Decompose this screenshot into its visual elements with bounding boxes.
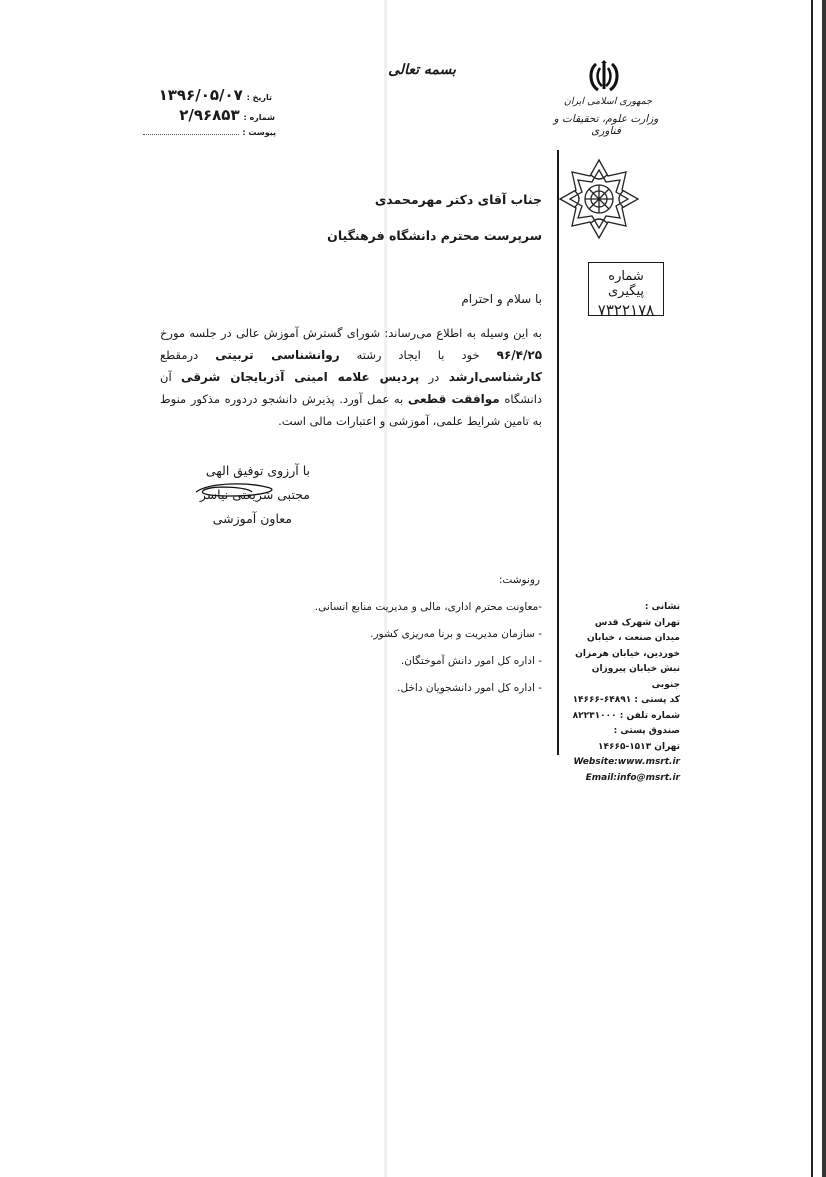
letterhead-country: جمهوری اسلامی ایران (563, 96, 653, 107)
cc-item-4: - اداره کل امور دانشجویان داخل. (397, 682, 542, 694)
address-line-2: میدان صنعت ، خیابان (587, 633, 680, 643)
number-label: شماره : (243, 113, 275, 122)
attachment-row (144, 124, 276, 138)
field-of-study: روانشناسی تربیتی (215, 348, 340, 362)
cc-item-3: - اداره کل امور دانش آموختگان. (400, 655, 542, 667)
date-row (152, 86, 272, 104)
body-text-3: درمقطع (160, 348, 199, 362)
ornament-icon (558, 158, 640, 240)
body-text-1: به این وسیله به اطلاع می‌رساند: شورای گسترش آموزش عالی در جلسه مورخ (160, 326, 542, 340)
cc-title: رونوشت: (498, 574, 540, 586)
address-line-1: تهران شهرک قدس (594, 617, 680, 628)
body-text-6: به عمل آورد. پذیرش دانشجو دردوره مذکور منوط به تامین شرایط علمی، آموزشی و اعتبارات مالی است. (160, 392, 542, 428)
attachment-blank (143, 128, 239, 135)
email-link[interactable]: Email:info@msrt.ir (585, 772, 680, 783)
po-box: تهران ۱۵۱۳-۱۴۶۶۵ (597, 741, 680, 752)
cc-item-2: - سازمان مدیریت و برنا مه‌ریزی کشور. (370, 628, 542, 640)
date-value: ۱۳۹۶/۰۵/۰۷ (158, 86, 243, 104)
signatory-name: مجتبی شریعتی نیاسر (199, 487, 310, 502)
number-value: ۲/۹۶۸۵۳ (179, 106, 240, 124)
signatory-title: معاون آموزشی (212, 511, 292, 526)
date-label: تاریخ : (246, 93, 272, 102)
address-line-4: نبش خیابان پیروزان جنوبی (591, 664, 680, 690)
letterhead-divider (557, 150, 559, 755)
number-row (150, 106, 275, 124)
signature-closing: با آرزوی توفیق الهی (205, 463, 310, 478)
campus-name: پردیس علامه امینی آذربایجان شرقی (181, 370, 420, 384)
cc-item-1: -معاونت محترم اداری، مالی و مدیریت منابع انسانی. (314, 601, 542, 613)
body-text-4: در (428, 370, 440, 384)
recipient-name: جناب آقای دکتر مهرمحمدی (374, 192, 542, 207)
letterhead-ministry: وزارت علوم، تحقیقات و فناوری (553, 113, 659, 137)
degree-level: کارشناسی‌ارشد (448, 370, 542, 384)
meeting-date: ۹۶/۴/۲۵ (496, 348, 543, 362)
tracking-number-box (588, 262, 664, 319)
body-text-5: آن دانشگاه (160, 370, 543, 406)
letter-body (160, 322, 542, 432)
greeting: با سلام و احترام (461, 292, 542, 306)
phone-number: شماره تلفن : ۸۲۲۳۱۰۰۰ (572, 710, 680, 721)
scan-edge-right (811, 0, 813, 1177)
contact-info (570, 600, 680, 786)
paper-fold-line (384, 0, 387, 1177)
tracking-label: شماره پیگیری (608, 269, 644, 299)
po-box-label: صندوق پستی : (613, 726, 680, 736)
scan-edge-far-right (822, 0, 826, 1177)
iran-emblem-icon (586, 60, 622, 94)
website-link[interactable]: Website:www.msrt.ir (573, 757, 680, 767)
recipient-title: سرپرست محترم دانشگاه فرهنگیان (327, 228, 542, 243)
body-text-2: خود با ایجاد رشته (356, 348, 480, 362)
postal-code: کد پستی : ۶۴۸۹۱-۱۴۶۶۶ (572, 695, 680, 705)
tracking-value: ۷۳۲۲۱۷۸ (597, 301, 655, 319)
address-label: نشانی : (644, 602, 680, 612)
address-line-3: خوردین، خیابان هرمزان (575, 648, 680, 659)
decision: موافقت قطعی (407, 392, 500, 406)
basmala: بسمه تعالی (388, 62, 456, 78)
attachment-label: پیوست : (242, 128, 276, 137)
